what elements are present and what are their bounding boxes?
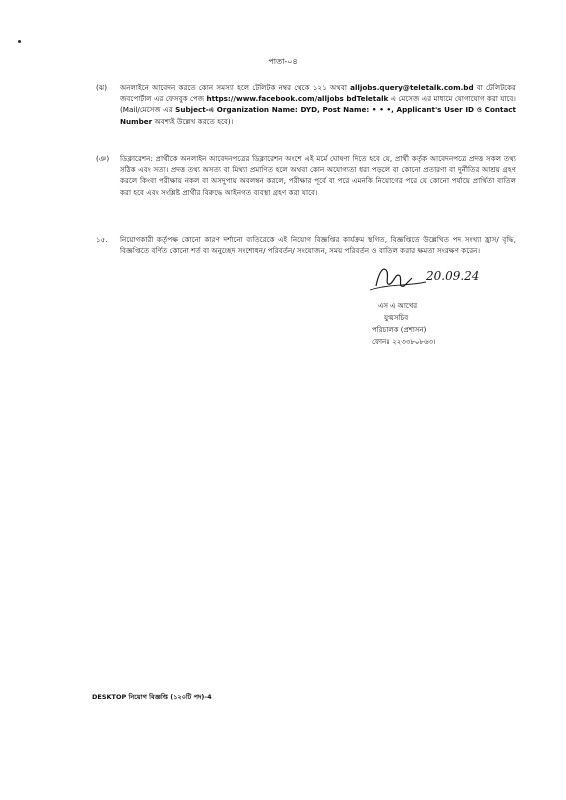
declaration-text: ডিক্লারেশন: প্রার্থীকে অনলাইন আবেদনপত্রের ডিক্লারেশন অংশে এই মর্মে ঘোষণা দিতে হবে যে, প্রার্থী কর্তৃক আবেদনপত্রে প্রদত্ত সকল তথ্য সঠিক এবং সত্য। প্রদত্ত তথ্য অসত্য বা মিথ্যা প্রমাণিত হলে অথবা কোন অযোগ্যতা ধরা পড়লে বা কোনো প্রতারণা বা দুর্নীতির আশ্রয় গ্রহণ করলে কিংবা পরীক্ষায় নকল বা অসদুপায় অবলম্বন করলে, পরীক্ষার পূর্বে বা পরে এমনকি নিয়োগের পরে যে কোনো পর্যায়ে প্রার্থিতা বাতিল করা হবে এবং সংশ্লিষ্ট প্রার্থীর বিরুদ্ধে আইনগত ব্যবস্থা গ্রহণ করা যাবে। [120,154,516,197]
item-marker: (ঝ) [96,83,108,92]
handwritten-signature [368,256,528,296]
item-nya [96,153,516,198]
item-text: এ মেসেজ এর মাধ্যমে যোগাযোগ করা যাবে। (Mail/মেসেজ এর [120,94,516,115]
signature-scribble [368,256,528,296]
signatory-role: পরিচালক (প্রশাসন) [372,326,427,334]
footer-label: DESKTOP নিয়োগ বিজ্ঞপ্তি (১২০টি পদ)-4 [92,693,212,701]
signatory-phone: ফোনঃ ২২৩৩৮০৮৬৩। [372,338,436,346]
item-text: অনলাইনে আবেদন করতে কোন সমস্যা হলে টেলিটক নম্বর থেকে ১২১ অথবা [120,83,351,92]
scan-speck [18,40,21,43]
item-text: বা টেলিটকের জবপোর্টাল এর ফেসবুক পেজ [120,83,516,104]
signature-block [368,300,436,348]
authority-text: নিয়োগকারী কর্তৃপক্ষ কোনো কারণ দর্শানো ব্যতিরেকে এই নিয়োগ বিজ্ঞপ্তির কার্যক্রম স্থগিত, বিজ্ঞপ্তিতে উল্লেখিত পদ সংখ্যা হ্রাস/ বৃদ্ধি, বিজ্ঞপ্তিতে বর্ণিত কোনো শর্ত বা অনুচ্ছেদ সংশোধন/ পরিবর্তন/ সংযোজন, সময় পরিবর্তন ও বাতিল করার ক্ষমতা সংরক্ষণ করেন। [120,235,516,256]
item-marker: ১৫. [96,235,108,244]
page-number: পাতা-০৪ [268,57,298,66]
item-jha [96,82,516,127]
facebook-link: https://www.facebook.com/alljobs bdTeletalk [206,94,389,104]
item-15 [96,234,516,256]
subject-format: Subject-এ Organization Name: DYD, Post Name: • • •, Applicant's User ID ও Contact Number [120,105,516,126]
signatory-name: এস এ আখের [378,302,418,310]
support-email: alljobs.query@teletalk.com.bd [350,83,474,92]
item-text: অবশ্যই উল্লেখ করতে হবে)। [152,116,234,126]
signatory-designation: যুগ্মসচিব [384,314,409,322]
signature-date: 20.09.24 [426,269,480,283]
item-marker: (ঞ) [96,154,110,163]
item-body [120,82,516,127]
